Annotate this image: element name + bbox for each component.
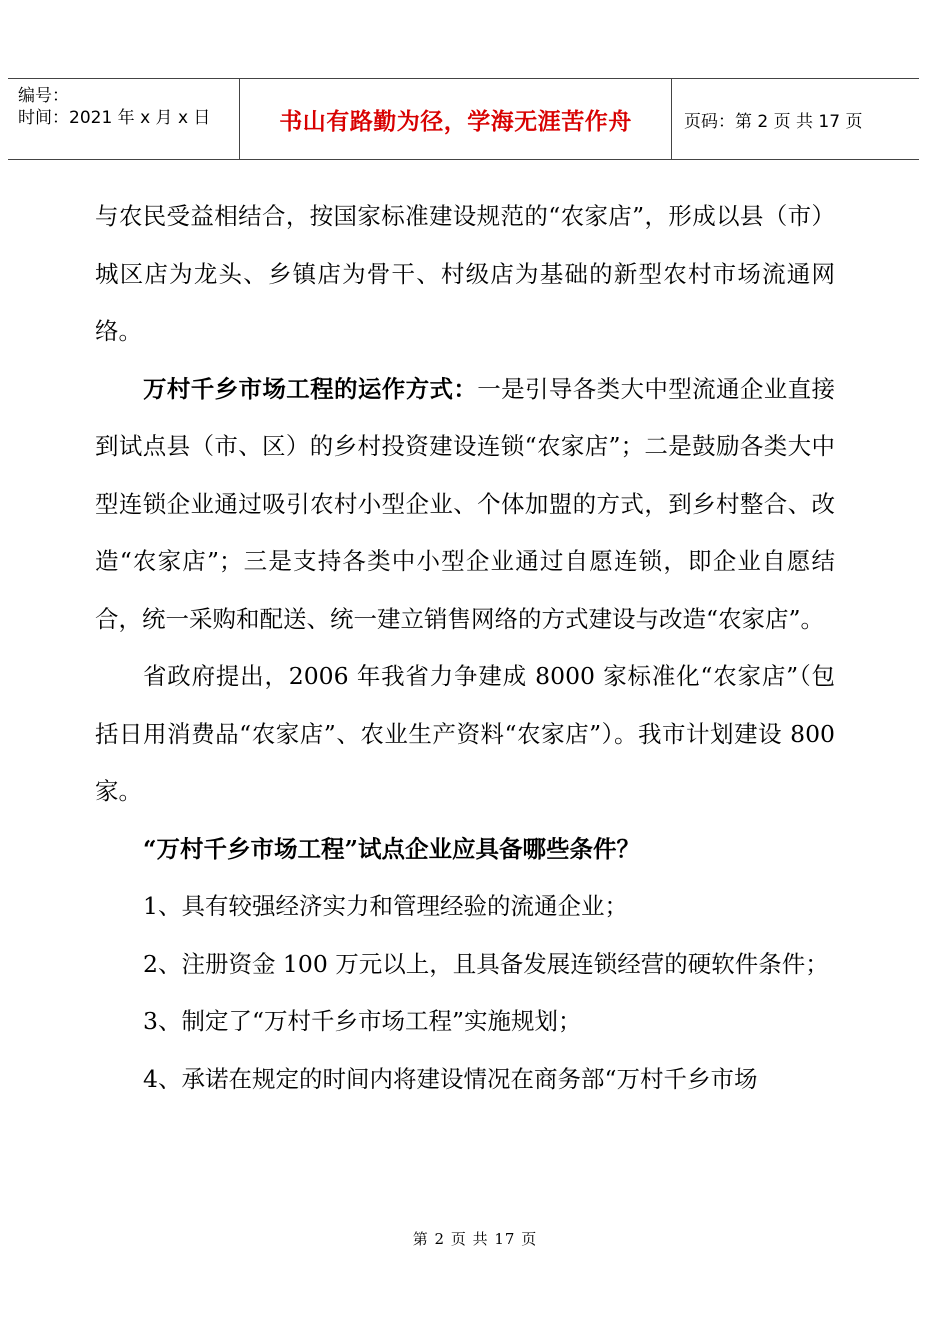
- page-info: 页码：第 2 页 共 17 页: [684, 111, 863, 132]
- condition-item-2: 2、注册资金 100 万元以上，且具备发展连锁经营的硬软件条件；: [143, 949, 829, 978]
- doc-number-label: 编号：: [18, 86, 69, 106]
- operation-heading: 万村千乡市场工程的运作方式：: [143, 374, 478, 403]
- header-info-cell: [8, 79, 240, 159]
- condition-item-3: 3、制定了“万村千乡市场工程”实施规划；: [143, 1007, 582, 1035]
- time-label: 时间：2021 年 x 月 x 日: [18, 108, 211, 128]
- page-footer: 第 2 页 共 17 页: [412, 1230, 538, 1248]
- condition-item-4: 4、承诺在规定的时间内将建设情况在商务部“万村千乡市场: [143, 1064, 758, 1093]
- operation-text: 一是引导各类大中型流通企业直接到试点县（市、区）的乡村投资建设连锁“农家店”；二是鼓励各类大中型连锁企业通过吸引农村小型企业、个体加盟的方式，到乡村整合、改造“农家店”；三是支持各类中小型企业通过自愿连锁，即企业自愿结合，统一采购和配送、统一建立销售网络的方式建设与改造“农家店”。: [95, 374, 835, 633]
- document-body: [95, 188, 835, 1108]
- header-page-cell: [672, 79, 919, 159]
- document-header: [8, 78, 919, 160]
- header-motto-cell: [240, 79, 672, 159]
- conditions-heading: “万村千乡市场工程”试点企业应具备哪些条件？: [143, 834, 641, 863]
- paragraph-1: 与农民受益相结合，按国家标准建设规范的“农家店”，形成以县（市）城区店为龙头、乡镇店为骨干、村级店为基础的新型农村市场流通网络。: [95, 202, 835, 345]
- condition-item-1: 1、具有较强经济实力和管理经验的流通企业；: [143, 892, 628, 920]
- motto-text: 书山有路勤为径，学海无涯苦作舟: [279, 108, 632, 135]
- paragraph-3: 省政府提出，2006 年我省力争建成 8000 家标准化“农家店”（包括日用消费品“农家店”、农业生产资料“农家店”）。我市计划建设 800 家。: [95, 662, 835, 805]
- paragraph-2: [95, 361, 835, 649]
